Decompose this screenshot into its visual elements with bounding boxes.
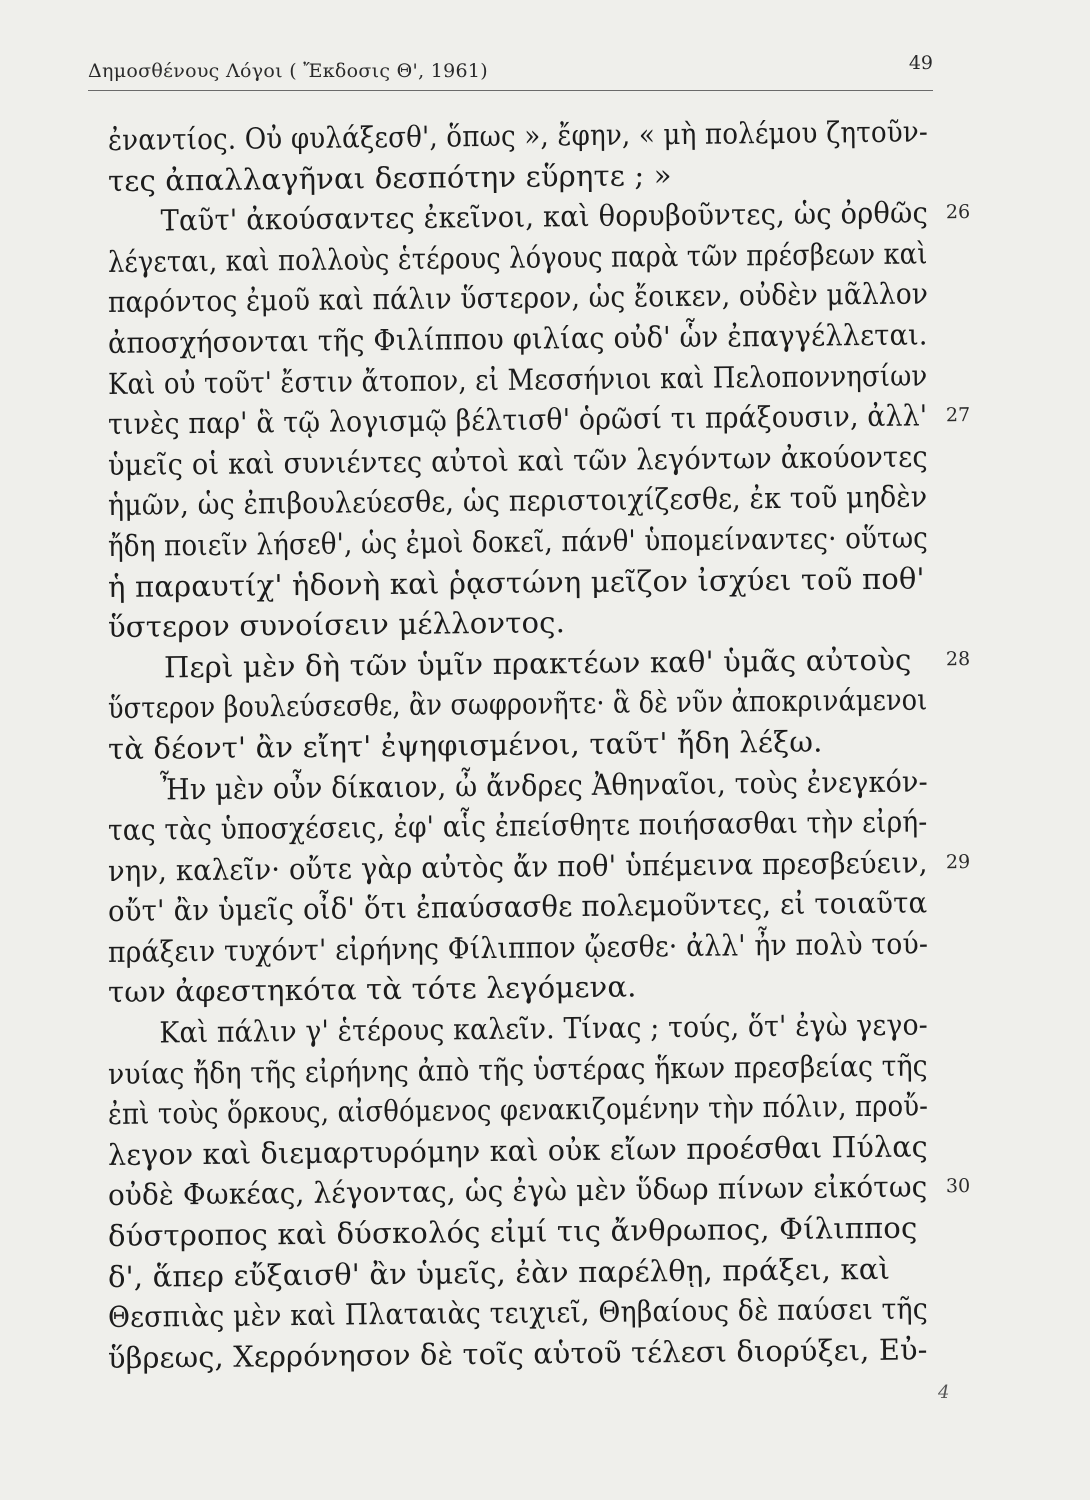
line-text: Ταῦτ' ἀκούσαντες ἐκεῖνοι, καὶ θορυβοῦντες, ὡς ὀρθῶς (160, 195, 929, 238)
line-text: λέγεται, καὶ πολλοὺς ἑτέρους λόγους παρὰ τῶν πρέσβεων καὶ (107, 236, 928, 279)
line-text: ὕβρεως, Χερρόνησον δὲ τοῖς αὑτοῦ τέλεσι διορύξει, Εὐ- (107, 1332, 928, 1375)
line-text: νην, καλεῖν· οὔτε γὰρ αὐτὸς ἄν ποθ' ὑπέμεινα πρεσβεύειν, (107, 845, 928, 888)
line-text: Θεσπιὰς μὲν καὶ Πλαταιὰς τειχιεῖ, Θηβαίους δὲ παύσει τῆς (107, 1291, 929, 1335)
line-text: ἡ παραυτίχ' ἡδονὴ καὶ ῥᾳστώνη μεῖζον ἰσχύει τοῦ ποθ' (107, 560, 925, 604)
line-text: ἐναντίος. Οὐ φυλάξεσθ', ὅπως », ἔφην, « μὴ πολέμου ζητοῦν- (107, 114, 929, 157)
line-text: Περὶ μὲν δὴ τῶν ὑμῖν πρακτέων καθ' ὑμᾶς αὐτοὺς (163, 642, 912, 685)
line-text: λεγον καὶ διεμαρτυρόμην καὶ οὐκ εἴων προέσθαι Πύλας (107, 1129, 928, 1172)
page-header (88, 52, 933, 92)
line-text: Ἦν μὲν οὖν δίκαιον, ὦ ἄνδρες Ἀθηναῖοι, τοὺς ἐνεγκόν- (159, 763, 928, 806)
line-text: δ', ἅπερ εὔξαισθ' ἂν ὑμεῖς, ἐὰν παρέλθῃ, πράξει, καὶ (107, 1251, 891, 1294)
section-number: 26 (945, 201, 971, 224)
line-text: τας τὰς ὑποσχέσεις, ἐφ' αἷς ἐπείσθητε ποιήσασθαι τὴν εἰρή- (107, 804, 928, 848)
line-text: νυίας ἤδη τῆς εἰρήνης ἀπὸ τῆς ὑστέρας ἥκων πρεσβείας τῆς (107, 1048, 928, 1091)
section-number: 27 (945, 404, 971, 427)
section-number: 29 (945, 850, 971, 873)
body-text (107, 114, 971, 1378)
line-text: τὰ δέοντ' ἂν εἴητ' ἐψηφισμένοι, ταῦτ' ἤδη λέξω. (107, 724, 823, 766)
line-text: πράξειν τυχόντ' εἰρήνης Φίλιππον ᾤεσθε· ἀλλ' ἦν πολὺ τού- (107, 926, 929, 969)
line-text: παρόντος ἐμοῦ καὶ πάλιν ὕστερον, ὡς ἔοικεν, οὐδὲν μᾶλλον (107, 276, 929, 320)
line-text: τες ἀπαλλαγῆναι δεσπότην εὕρητε ; » (107, 157, 672, 198)
section-number: 30 (945, 1175, 971, 1198)
page-number: 49 (908, 52, 933, 74)
line-text: των ἀφεστηκότα τὰ τότε λεγόμενα. (107, 969, 637, 1010)
line-text: ὕστερον συνοίσειν μέλλοντος. (107, 605, 566, 645)
line-text: ἐπὶ τοὺς ὅρκους, αἰσθόμενος φενακιζομένην τὴν πόλιν, προὔ- (107, 1088, 929, 1132)
line-text: ὑμεῖς οἱ καὶ συνιέντες αὐτοὶ καὶ τῶν λεγόντων ἀκούοντες (107, 439, 928, 482)
line-text: Καὶ πάλιν γ' ἑτέρους καλεῖν. Τίνας ; τούς, ὅτ' ἐγὼ γεγο- (159, 1007, 929, 1050)
signature-mark: 4 (938, 1382, 950, 1403)
line-text: ὕστερον βουλεύσεσθε, ἂν σωφρονῆτε· ἃ δὲ νῦν ἀποκρινάμενοι (107, 682, 928, 726)
line-text: οὐδὲ Φωκέας, λέγοντας, ὡς ἐγὼ μὲν ὕδωρ πίνων εἰκότως (107, 1169, 928, 1213)
line-text: δύστροπος καὶ δύσκολός εἰμί τις ἄνθρωπος, Φίλιππος (107, 1210, 918, 1254)
line-text: ἡμῶν, ὡς ἐπιβουλεύεσθε, ὡς περιστοιχίζεσθε, ἐκ τοῦ μηδὲν (107, 479, 928, 523)
text-line (108, 1329, 968, 1379)
line-text: οὔτ' ἂν ὑμεῖς οἶδ' ὅτι ἐπαύσασθε πολεμοῦντες, εἰ τοιαῦτα (107, 885, 928, 929)
section-number: 28 (945, 647, 971, 670)
line-text: ἤδη ποιεῖν λήσεθ', ὡς ἐμοὶ δοκεῖ, πάνθ' ὑπομείναντες· οὕτως (107, 520, 929, 563)
running-title: Δημοσθένους Λόγοι ( Ἔκδοσις Θ', 1961) (88, 60, 489, 82)
header-rule (88, 90, 933, 91)
line-text: Καὶ οὐ τοῦτ' ἔστιν ἄτοπον, εἰ Μεσσήνιοι καὶ Πελοποννησίων (107, 357, 928, 401)
line-text: τινὲς παρ' ἃ τῷ λογισμῷ βέλτισθ' ὁρῶσί τι πράξουσιν, ἀλλ' (107, 398, 928, 442)
line-text: ἀποσχήσονται τῆς Φιλίππου φιλίας οὐδ' ὧν ἐπαγγέλλεται. (107, 317, 928, 360)
